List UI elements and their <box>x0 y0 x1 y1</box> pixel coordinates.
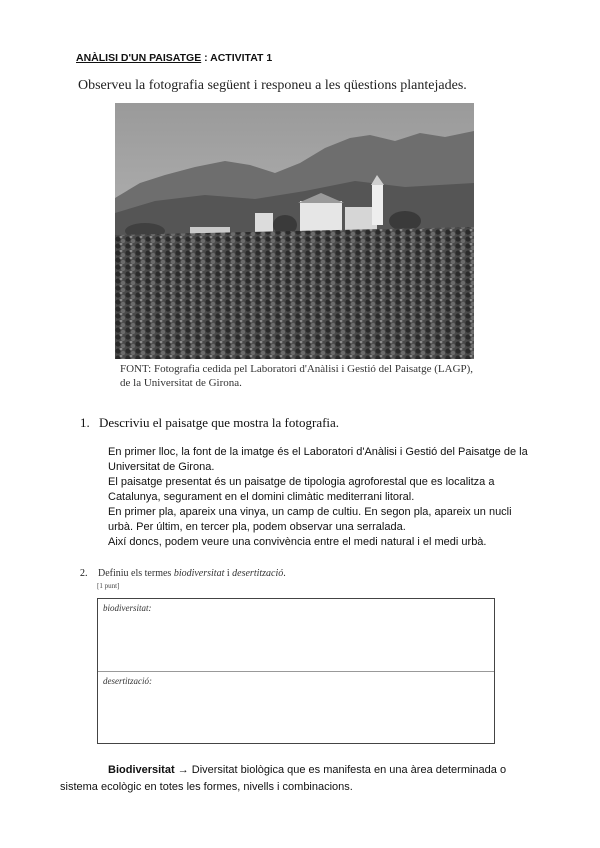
box-label-desertitzacio: desertització: <box>103 676 152 686</box>
question-1-answer <box>108 445 528 550</box>
box-divider <box>98 671 494 672</box>
definition-term: Biodiversitat <box>108 764 175 776</box>
question-2-points: [1 punt] <box>97 582 120 590</box>
q2-mid: i <box>224 568 233 579</box>
answer-box <box>97 598 495 744</box>
definition-biodiversitat <box>60 762 530 796</box>
title-rest: : ACTIVITAT 1 <box>201 52 273 64</box>
question-1-number: 1. <box>80 415 90 430</box>
box-label-biodiversitat: biodiversitat: <box>103 603 152 613</box>
answer-paragraph: En primer lloc, la font de la imatge és el Laboratori d'Anàlisi i Gestió del Paisatge de la Universitat de Girona. <box>108 446 528 473</box>
definition-arrow: → <box>174 764 192 776</box>
answer-paragraph: En primer pla, apareix una vinya, un camp de cultiu. En segon pla, apareix un nucli urbà. Per últim, en tercer pla, podem observar una serralada. <box>108 506 512 533</box>
q2-term-1: biodiversitat <box>173 568 225 579</box>
landscape-photo <box>115 103 474 359</box>
question-1-text: Descriviu el paisatge que mostra la fotografia. <box>99 415 340 430</box>
q2-prefix: Definiu els termes <box>98 568 174 579</box>
answer-paragraph: Així doncs, podem veure una convivència entre el medi natural i el medi urbà. <box>108 536 487 548</box>
answer-paragraph: El paisatge presentat és un paisatge de tipologia agroforestal que es localitza a Catalunya, segurament en el domini climàtic mediterrani litoral. <box>108 476 495 503</box>
question-2-text <box>98 568 286 579</box>
q2-suffix: . <box>283 568 286 579</box>
instruction-text: Observeu la fotografia següent i responeu a les qüestions plantejades. <box>78 78 467 93</box>
q2-term-2: desertització <box>232 568 284 579</box>
definition-text: Diversitat biològica que es manifesta en una àrea determinada o sistema ecològic en totes les formes, nivells i combinacions. <box>60 764 507 793</box>
page-title <box>76 52 272 64</box>
title-underlined: ANÀLISI D'UN PAISATGE <box>76 52 202 64</box>
question-2-number: 2. <box>80 568 88 579</box>
landscape-photo-svg <box>115 103 474 359</box>
photo-caption: FONT: Fotografia cedida pel Laboratori d'Anàlisi i Gestió del Paisatge (LAGP), de la Universitat de Girona. <box>120 363 474 389</box>
